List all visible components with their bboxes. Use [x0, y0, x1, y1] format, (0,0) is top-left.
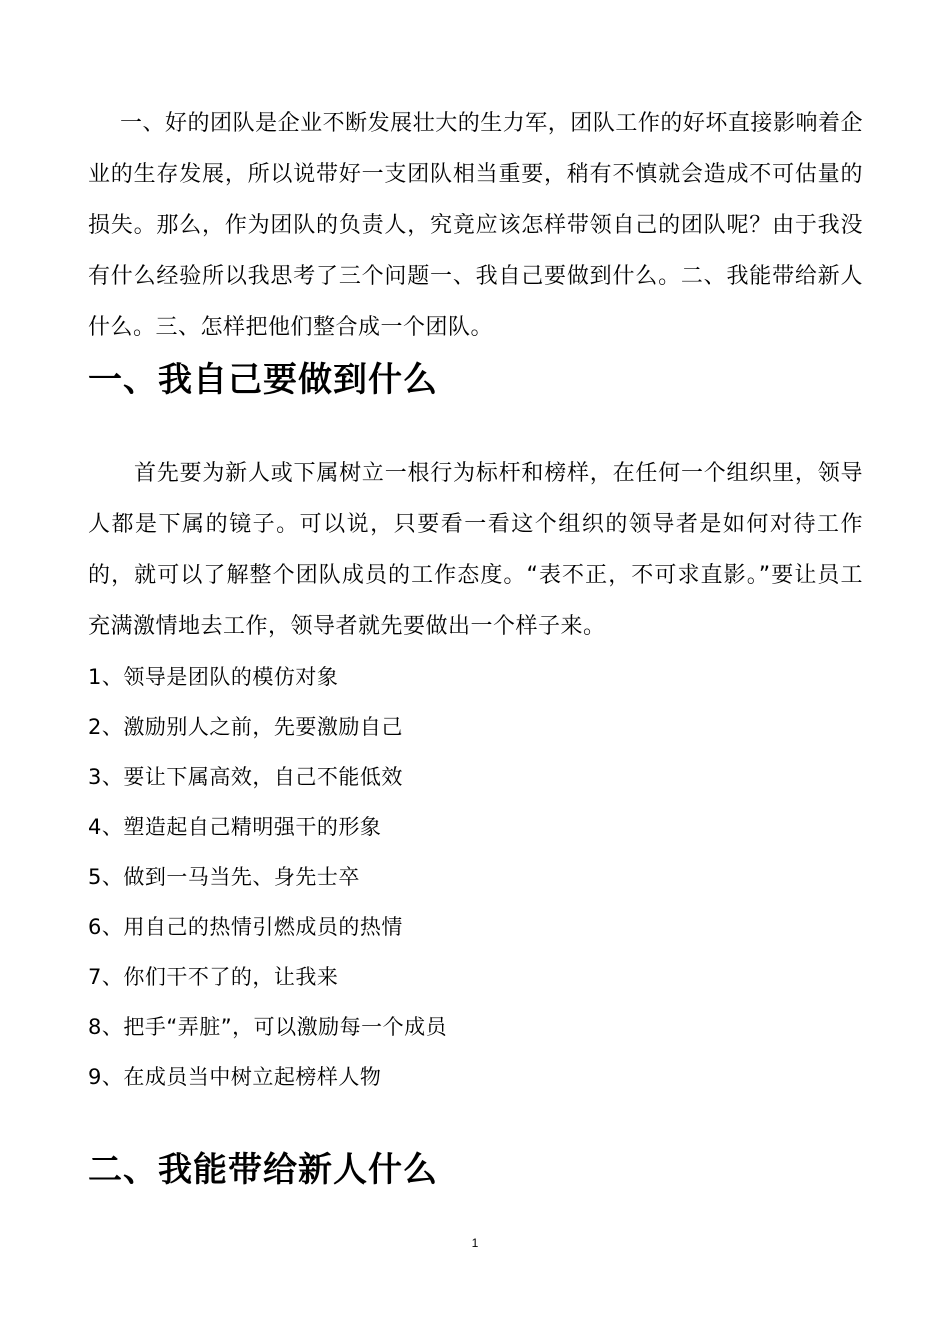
page-number: 1 — [471, 1236, 479, 1250]
list-item: 6、用自己的热情引燃成员的热情 — [88, 915, 403, 939]
list-item: 9、在成员当中树立起榜样人物 — [88, 1065, 382, 1089]
list-item: 3、要让下属高效，自己不能低效 — [88, 765, 403, 789]
section-2-heading: 二、我能带给新人什么 — [88, 1150, 438, 1190]
section-1-paragraph: 首先要为新人或下属树立一根行为标杆和榜样，在任何一个组织里，领导人都是下属的镜子。可以说，只要看一看这个组织的领导者是如何对待工作的，就可以了解整个团队成员的工作态度。“表不正，不可求直影。”要让员工充满激情地去工作，领导者就先要做出一个样子来。 — [88, 461, 863, 639]
list-item: 1、领导是团队的模仿对象 — [88, 665, 339, 689]
page-content — [88, 98, 863, 1195]
list-item: 4、塑造起自己精明强干的形象 — [88, 815, 382, 839]
section-1-list — [88, 652, 863, 1102]
list-item: 5、做到一马当先、身先士卒 — [88, 865, 360, 889]
list-item: 2、激励别人之前，先要激励自己 — [88, 715, 403, 739]
list-item: 7、你们干不了的，让我来 — [88, 965, 339, 989]
intro-paragraph: 一、好的团队是企业不断发展壮大的生力军，团队工作的好坏直接影响着企业的生存发展，所以说带好一支团队相当重要，稍有不慎就会造成不可估量的损失。那么，作为团队的负责人，究竟应该怎样带领自己的团队呢？由于我没有什么经验所以我思考了三个问题一、我自己要做到什么。二、我能带给新人什么。三、怎样把他们整合成一个团队。 — [88, 111, 863, 340]
section-1-heading: 一、我自己要做到什么 — [88, 360, 438, 400]
list-item: 8、把手“弄脏”，可以激励每一个成员 — [88, 1015, 448, 1039]
